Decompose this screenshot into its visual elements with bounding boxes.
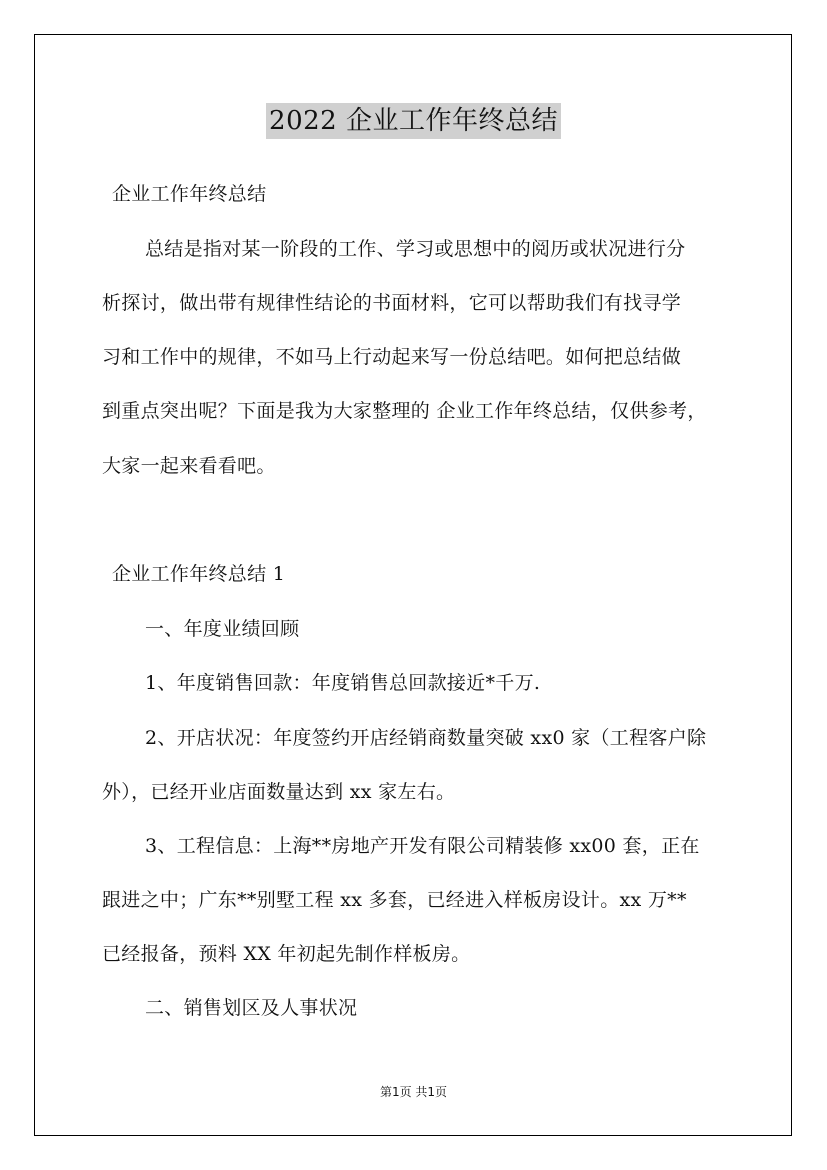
intro-line: 大家一起来看看吧。: [102, 455, 276, 477]
intro-line: 总结是指对某一阶段的工作、学习或思想中的阅历或状况进行分: [145, 238, 686, 260]
item3-line: 3、工程信息：上海**房地产开发有限公司精装修 xx00 套，正在: [145, 835, 700, 857]
item2-line: 外），已经开业店面数量达到 xx 家左右。: [102, 781, 456, 803]
intro-line: 习和工作中的规律，不如马上行动起来写一份总结吧。如何把总结做: [102, 346, 682, 368]
item3-line: 已经报备，预料 XX 年初起先制作样板房。: [102, 943, 471, 965]
document-title: 2022 企业工作年终总结: [266, 103, 561, 139]
document-subtitle: 企业工作年终总结: [112, 183, 267, 205]
title-container: [0, 103, 827, 139]
item3-line: 跟进之中；广东**别墅工程 xx 多套，已经进入样板房设计。xx 万**: [102, 889, 687, 911]
section-title: 企业工作年终总结 1: [112, 563, 286, 585]
page-footer: 第1页 共1页: [379, 1085, 448, 1099]
item1-line: 1、年度销售回款：年度销售总回款接近*千万.: [145, 672, 541, 694]
intro-line: 析探讨，做出带有规律性结论的书面材料，它可以帮助我们有找寻学: [102, 292, 682, 314]
intro-line: 到重点突出呢？下面是我为大家整理的 企业工作年终总结，仅供参考，: [102, 400, 707, 422]
item2-line: 2、开店状况：年度签约开店经销商数量突破 xx0 家（工程客户除: [145, 727, 707, 749]
section1-heading: 一、年度业绩回顾: [145, 618, 300, 640]
section2-heading: 二、销售划区及人事状况: [145, 997, 358, 1019]
